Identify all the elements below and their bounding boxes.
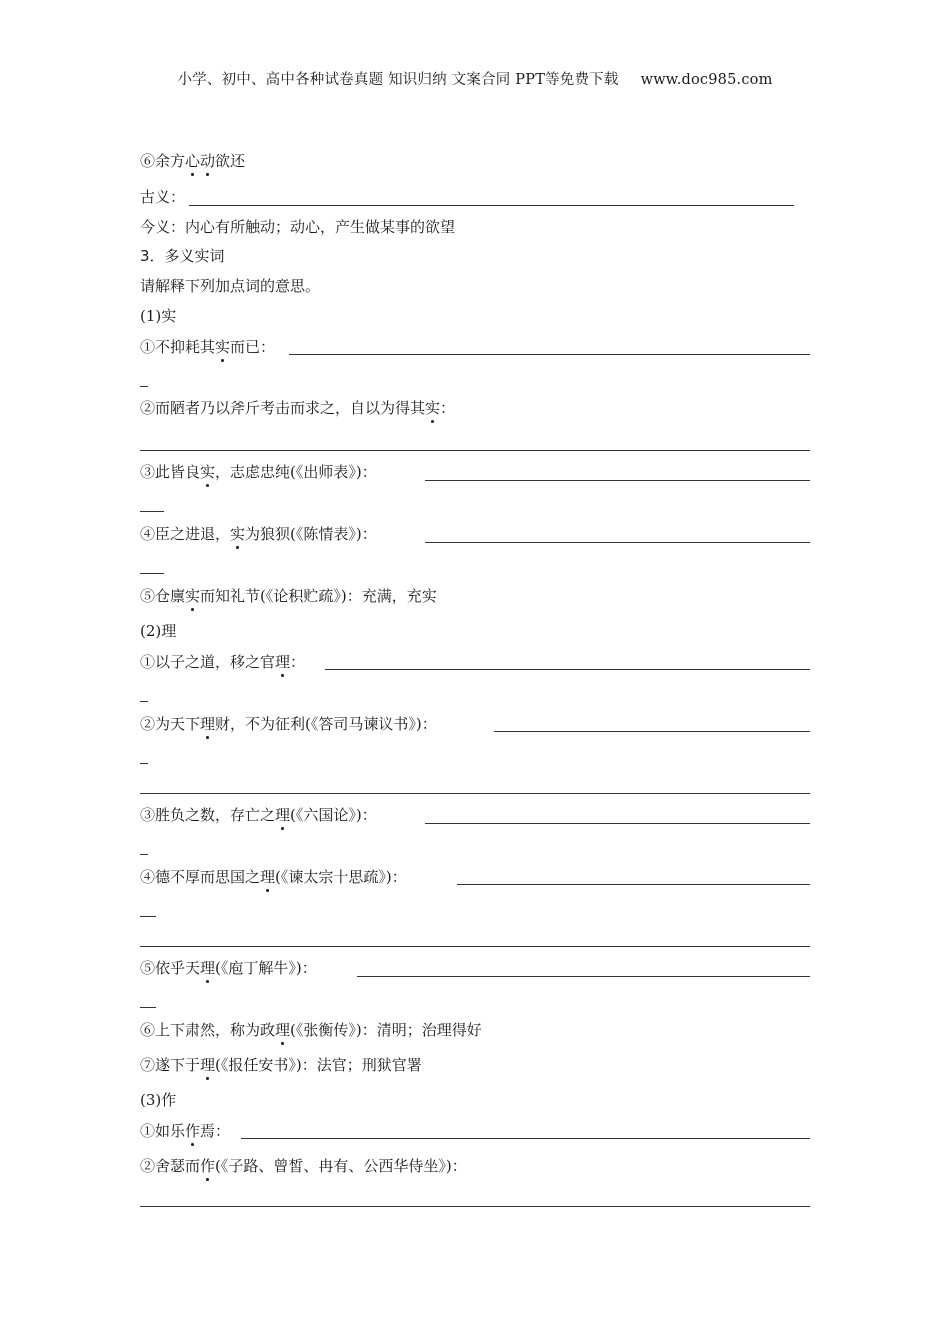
answer-blank[interactable] <box>457 884 810 885</box>
dotted-word: 理 <box>275 1021 291 1039</box>
answer-blank-continued[interactable] <box>140 1007 156 1008</box>
jin-yi: 今义：内心有所触动；动心，产生做某事的欲望 <box>140 218 456 236</box>
question-li-5: ⑤依乎天理(《庖丁解牛》)： <box>140 959 317 977</box>
dotted-word: 实 <box>425 399 441 417</box>
answer-text: 充满，充实 <box>361 587 437 605</box>
page-header <box>0 68 950 89</box>
dotted-word: 作 <box>185 1122 201 1140</box>
question-li-6: ⑥上下肃然，称为政理(《张衡传》)：清明；治理得好 <box>140 1021 482 1039</box>
answer-text: 法官；刑狱官署 <box>316 1056 422 1074</box>
answer-text: 清明；治理得好 <box>376 1021 482 1039</box>
question-shi-5: ⑤仓廪实而知礼节(《论积贮疏》)：充满，充实 <box>140 587 437 605</box>
word-label-shi: (1)实 <box>140 307 177 325</box>
header-title: 小学、初中、高中各种试卷真题 知识归纳 文案合同 PPT等免费下载 <box>177 72 619 88</box>
answer-blank[interactable] <box>140 946 810 947</box>
question-li-7: ⑦遂下于理(《报任安书》)：法官；刑狱官署 <box>140 1056 422 1074</box>
question-shi-4: ④臣之进退，实为狼狈(《陈情表》)： <box>140 525 377 543</box>
answer-blank-continued[interactable] <box>140 916 156 917</box>
gu-yi-label: 古义： <box>140 188 186 206</box>
answer-blank[interactable] <box>425 823 810 824</box>
dotted-word: 理 <box>200 959 216 977</box>
instruction: 请解释下列加点词的意思。 <box>140 277 321 295</box>
question-shi-3: ③此皆良实，志虑忠纯(《出师表》)： <box>140 463 377 481</box>
dotted-word: 理 <box>275 653 291 671</box>
question-zuo-1: ①如乐作焉： <box>140 1122 231 1140</box>
dotted-word: 动 <box>200 152 216 170</box>
dotted-word: 理 <box>200 1056 216 1074</box>
dotted-word: 理 <box>260 868 276 886</box>
question-xindong: ⑥余方心动欲还 <box>140 152 246 170</box>
dotted-word: 实 <box>185 587 201 605</box>
answer-blank[interactable] <box>140 793 810 794</box>
section-heading: 3．多义实词 <box>140 247 225 265</box>
answer-blank[interactable] <box>325 669 810 670</box>
answer-blank[interactable] <box>425 480 810 481</box>
word-label-zuo: (3)作 <box>140 1091 177 1109</box>
answer-blank[interactable] <box>189 205 794 206</box>
question-shi-2: ②而陋者乃以斧斤考击而求之，自以为得其实： <box>140 399 456 417</box>
answer-blank-continued[interactable] <box>140 701 148 702</box>
dotted-word: 心 <box>185 152 201 170</box>
answer-blank[interactable] <box>140 1206 810 1207</box>
dotted-word: 实 <box>215 338 231 356</box>
answer-blank[interactable] <box>289 354 810 355</box>
answer-blank-continued[interactable] <box>140 763 148 764</box>
question-li-2: ②为天下理财，不为征利(《答司马谏议书》)： <box>140 715 437 733</box>
dotted-word: 作 <box>200 1157 216 1175</box>
question-li-4: ④德不厚而思国之理(《谏太宗十思疏》)： <box>140 868 407 886</box>
answer-blank[interactable] <box>425 542 810 543</box>
answer-blank[interactable] <box>140 450 810 451</box>
answer-blank-continued[interactable] <box>140 573 164 574</box>
dotted-word: 实 <box>230 525 246 543</box>
answer-blank-continued[interactable] <box>140 854 148 855</box>
dotted-word: 理 <box>200 715 216 733</box>
answer-blank[interactable] <box>494 731 810 732</box>
question-li-1: ①以子之道，移之官理： <box>140 653 306 671</box>
word-label-li: (2)理 <box>140 622 177 640</box>
dotted-word: 理 <box>275 806 291 824</box>
answer-blank[interactable] <box>357 976 810 977</box>
answer-blank[interactable] <box>241 1138 810 1139</box>
header-url: www.doc985.com <box>640 72 773 88</box>
answer-blank-continued[interactable] <box>140 386 148 387</box>
question-li-3: ③胜负之数，存亡之理(《六国论》)： <box>140 806 377 824</box>
question-shi-1: ①不抑耗其实而已： <box>140 338 276 356</box>
answer-blank-continued[interactable] <box>140 511 164 512</box>
dotted-word: 实 <box>200 463 216 481</box>
question-zuo-2: ②舍瑟而作(《子路、曾皙、冉有、公西华侍坐》)： <box>140 1157 467 1175</box>
